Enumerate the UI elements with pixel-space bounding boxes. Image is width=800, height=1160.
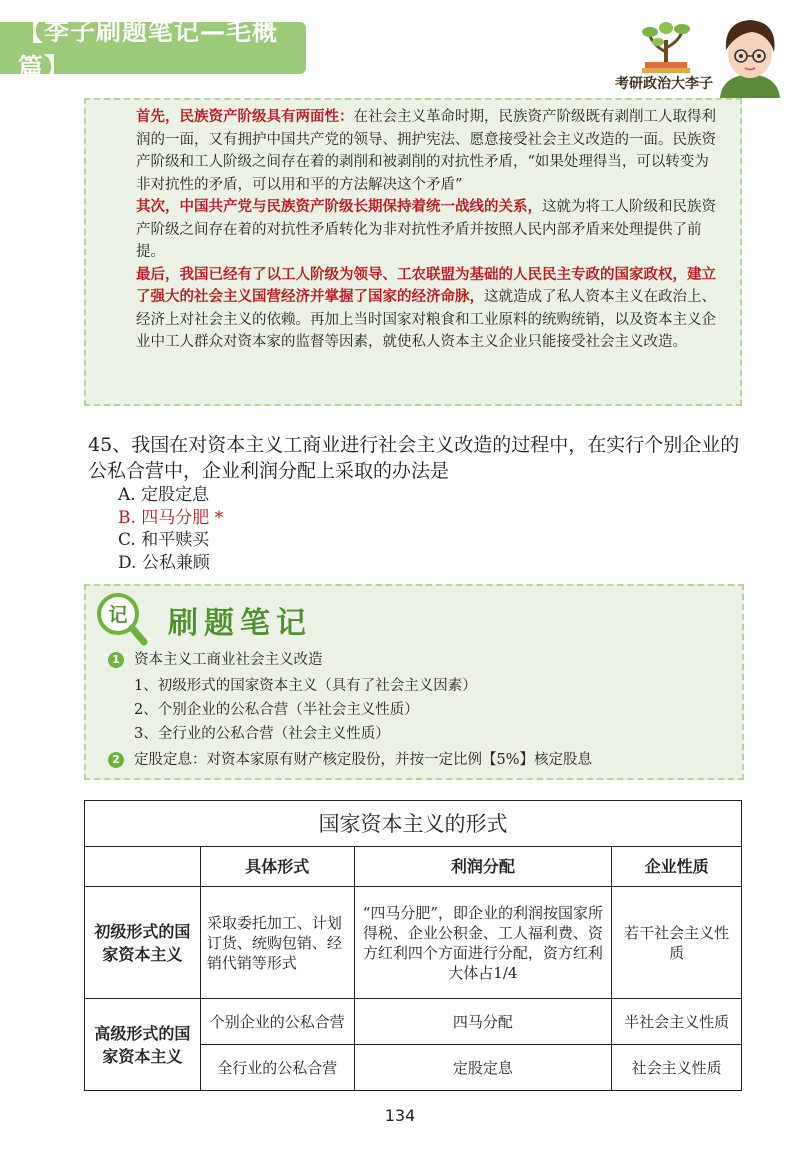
- paragraph-second-body: 这就为将工人阶级和民族资产阶级之间存在着的对抗性矛盾转化为非对抗性矛盾并按照人民内部矛盾来处理提供了前提。: [136, 199, 716, 260]
- row-primary-head: 初级形式的国家资本主义: [85, 887, 201, 999]
- table-header-nature: 企业性质: [612, 847, 742, 887]
- option-c: C. 和平赎买: [118, 530, 210, 550]
- paragraph-first-lead: 首先，民族资产阶级具有两面性：: [136, 108, 354, 125]
- row-primary-nature: 若干社会主义性质: [612, 887, 742, 999]
- note-line-5: [108, 750, 592, 770]
- row-primary-form: 采取委托加工、计划订货、统购包销、经销代销等形式: [200, 887, 354, 999]
- banner-title: 【李子刷题笔记—毛概篇】: [18, 17, 279, 82]
- header-banner: [0, 17, 306, 82]
- state-capitalism-table: [84, 800, 742, 1091]
- number-2-icon: 2: [108, 752, 124, 768]
- question-45: [88, 432, 748, 484]
- option-d: D. 公私兼顾: [118, 552, 210, 573]
- row-advanced-head: 高级形式的国家资本主义: [85, 999, 201, 1091]
- avatar: [712, 14, 788, 98]
- row-advanced-form-2: 全行业的公私合营: [200, 1045, 354, 1091]
- note-line-1: [108, 650, 323, 670]
- table-header-form: 具体形式: [200, 847, 354, 887]
- question-stem: 我国在对资本主义工商业进行社会主义改造的过程中，在实行个别企业的公私合营中，企业利润分配上采取的办法是: [88, 434, 740, 482]
- study-notes-panel: [84, 584, 744, 780]
- row-primary-profit: “四马分肥”，即企业的利润按国家所得税、企业公积金、工人福利费、资方红利四个方面进行分配，资方红利大体占1/4: [354, 887, 612, 999]
- paragraph-third: [136, 264, 722, 354]
- page-number: 134: [384, 1106, 416, 1125]
- note-line-4: 3、全行业的公私合营（社会主义性质）: [134, 726, 390, 742]
- question-number: 45、: [88, 434, 132, 456]
- table-caption: 国家资本主义的形式: [85, 801, 742, 847]
- row-advanced-form-1: 个别企业的公私合营: [200, 999, 354, 1045]
- option-list: [118, 484, 223, 574]
- paragraph-second-lead: 其次，中国共产党与民族资产阶级长期保持着统一战线的关系，: [136, 198, 542, 215]
- paragraph-first: [136, 106, 722, 196]
- paragraph-third-body: 这就造成了私人资本主义在政治上、经济上对社会主义的依赖。再加上当时国家对粮食和工业原料的统购统销，以及资本主义企业中工人群众对资本家的监督等因素，就使私人资本主义企业只能接受社会主义改造。: [136, 289, 716, 350]
- row-advanced-profit-2: 定股定息: [354, 1045, 612, 1091]
- magnifier-note-icon: [92, 590, 148, 648]
- row-advanced-nature-1: 半社会主义性质: [612, 999, 742, 1045]
- paragraph-second: [136, 196, 722, 264]
- explanation-box: [84, 98, 742, 406]
- note-icon-char: 记: [108, 604, 128, 626]
- table-header-profit: 利润分配: [354, 847, 612, 887]
- notes-title: 刷题笔记: [168, 606, 312, 641]
- table-header-empty: [85, 847, 201, 887]
- logo-caption: 考研政治大李子: [615, 76, 713, 92]
- paragraph-third-lead: 最后，我国已经有了以工人阶级为领导、工农联盟为基础的人民民主专政的国家政权，建立了强大的社会主义国营经济并掌握了国家的经济命脉，: [136, 265, 716, 305]
- row-advanced-nature-2: 社会主义性质: [612, 1045, 742, 1091]
- row-advanced-profit-1: 四马分配: [354, 999, 612, 1045]
- note-line-5-text: 定股定息：对资本家原有财产核定股份，并按一定比例【5%】核定股息: [134, 752, 593, 768]
- option-a: A. 定股定息: [118, 485, 210, 505]
- note-line-2: 1、初级形式的国家资本主义（具有了社会主义因素）: [134, 678, 477, 694]
- note-line-3: 2、个别企业的公私合营（半社会主义性质）: [134, 702, 419, 718]
- number-1-icon: 1: [108, 652, 124, 668]
- paragraph-first-body: 在社会主义革命时期，民族资产阶级既有剥削工人取得利润的一面，又有拥护中国共产党的领导、拥护宪法、愿意接受社会主义改造的一面。民族资产阶级和工人阶级之间存在着的剥削和被剥削的对抗性矛盾，“如果处理得当，可以转变为非对抗性的矛盾，可以用和平的方法解决这个矛盾”: [136, 109, 716, 193]
- option-b-correct: B. 四马分肥 *: [118, 507, 224, 528]
- note-line-1-text: 资本主义工商业社会主义改造: [134, 652, 323, 668]
